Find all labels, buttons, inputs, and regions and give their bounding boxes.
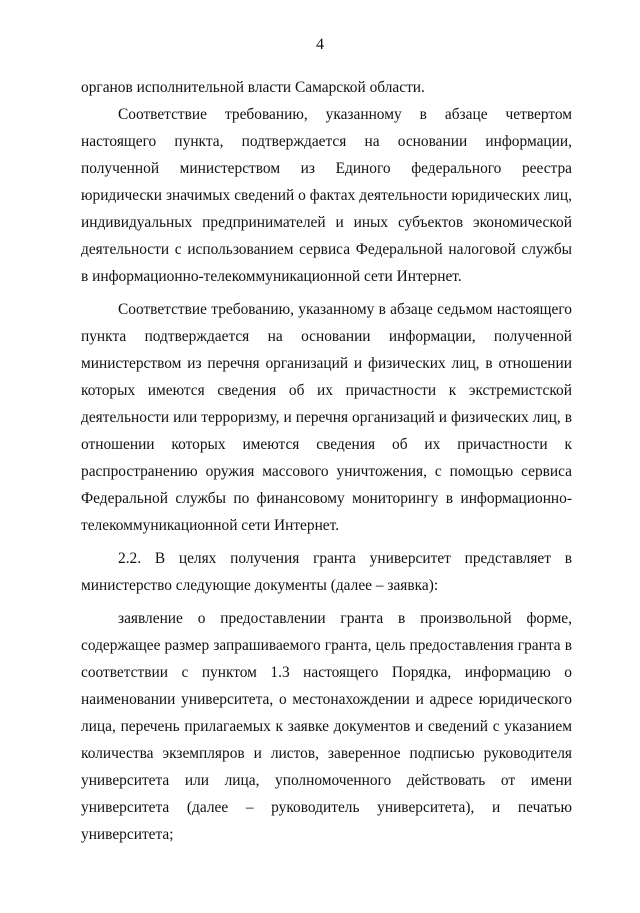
document-body <box>81 74 572 848</box>
paragraph-fns-verification: Соответствие требованию, указанному в абзаце четвертом настоящего пункта, подтверждается на основании информации, полученной министерством из Единого федерального реестра юридически значимых сведений о фактах деятельности юридических лиц, индивидуальных предпринимателей и иных субъектов экономической деятельности с использованием сервиса Федеральной налоговой службы в информационно-телекоммуникационной сети Интернет. <box>81 106 572 285</box>
paragraph-application-statement: заявление о предоставлении гранта в произвольной форме, содержащее размер запрашиваемого гранта, цель предоставления гранта в соответствии с пунктом 1.3 настоящего Порядка, информацию о наименовании университета, о местонахождении и адресе юридического лица, перечень прилагаемых к заявке документов и сведений с указанием количества экземпляров и листов, заверенное подписью руководителя университета или лица, уполномоченного действовать от имени университета (далее – руководитель университета), и печатью университета; <box>81 610 572 843</box>
page-number: 4 <box>316 36 324 53</box>
paragraph-rosfinmonitoring-verification: Соответствие требованию, указанному в абзаце седьмом настоящего пункта подтверждается на основании информации, полученной министерством из перечня организаций и физических лиц, в отношении которых имеются сведения об их причастности к экстремистской деятельности или терроризму, и перечня организаций и физических лиц, в отношении которых имеются сведения об их причастности к распространению оружия массового уничтожения, с помощью сервиса Федеральной службы по финансовому мониторингу в информационно-телекоммуникационной сети Интернет. <box>81 301 572 534</box>
paragraph-continuation: органов исполнительной власти Самарской области. <box>81 79 425 96</box>
paragraph-2-2-documents: 2.2. В целях получения гранта университет представляет в министерство следующие документы (далее – заявка): <box>81 550 572 594</box>
